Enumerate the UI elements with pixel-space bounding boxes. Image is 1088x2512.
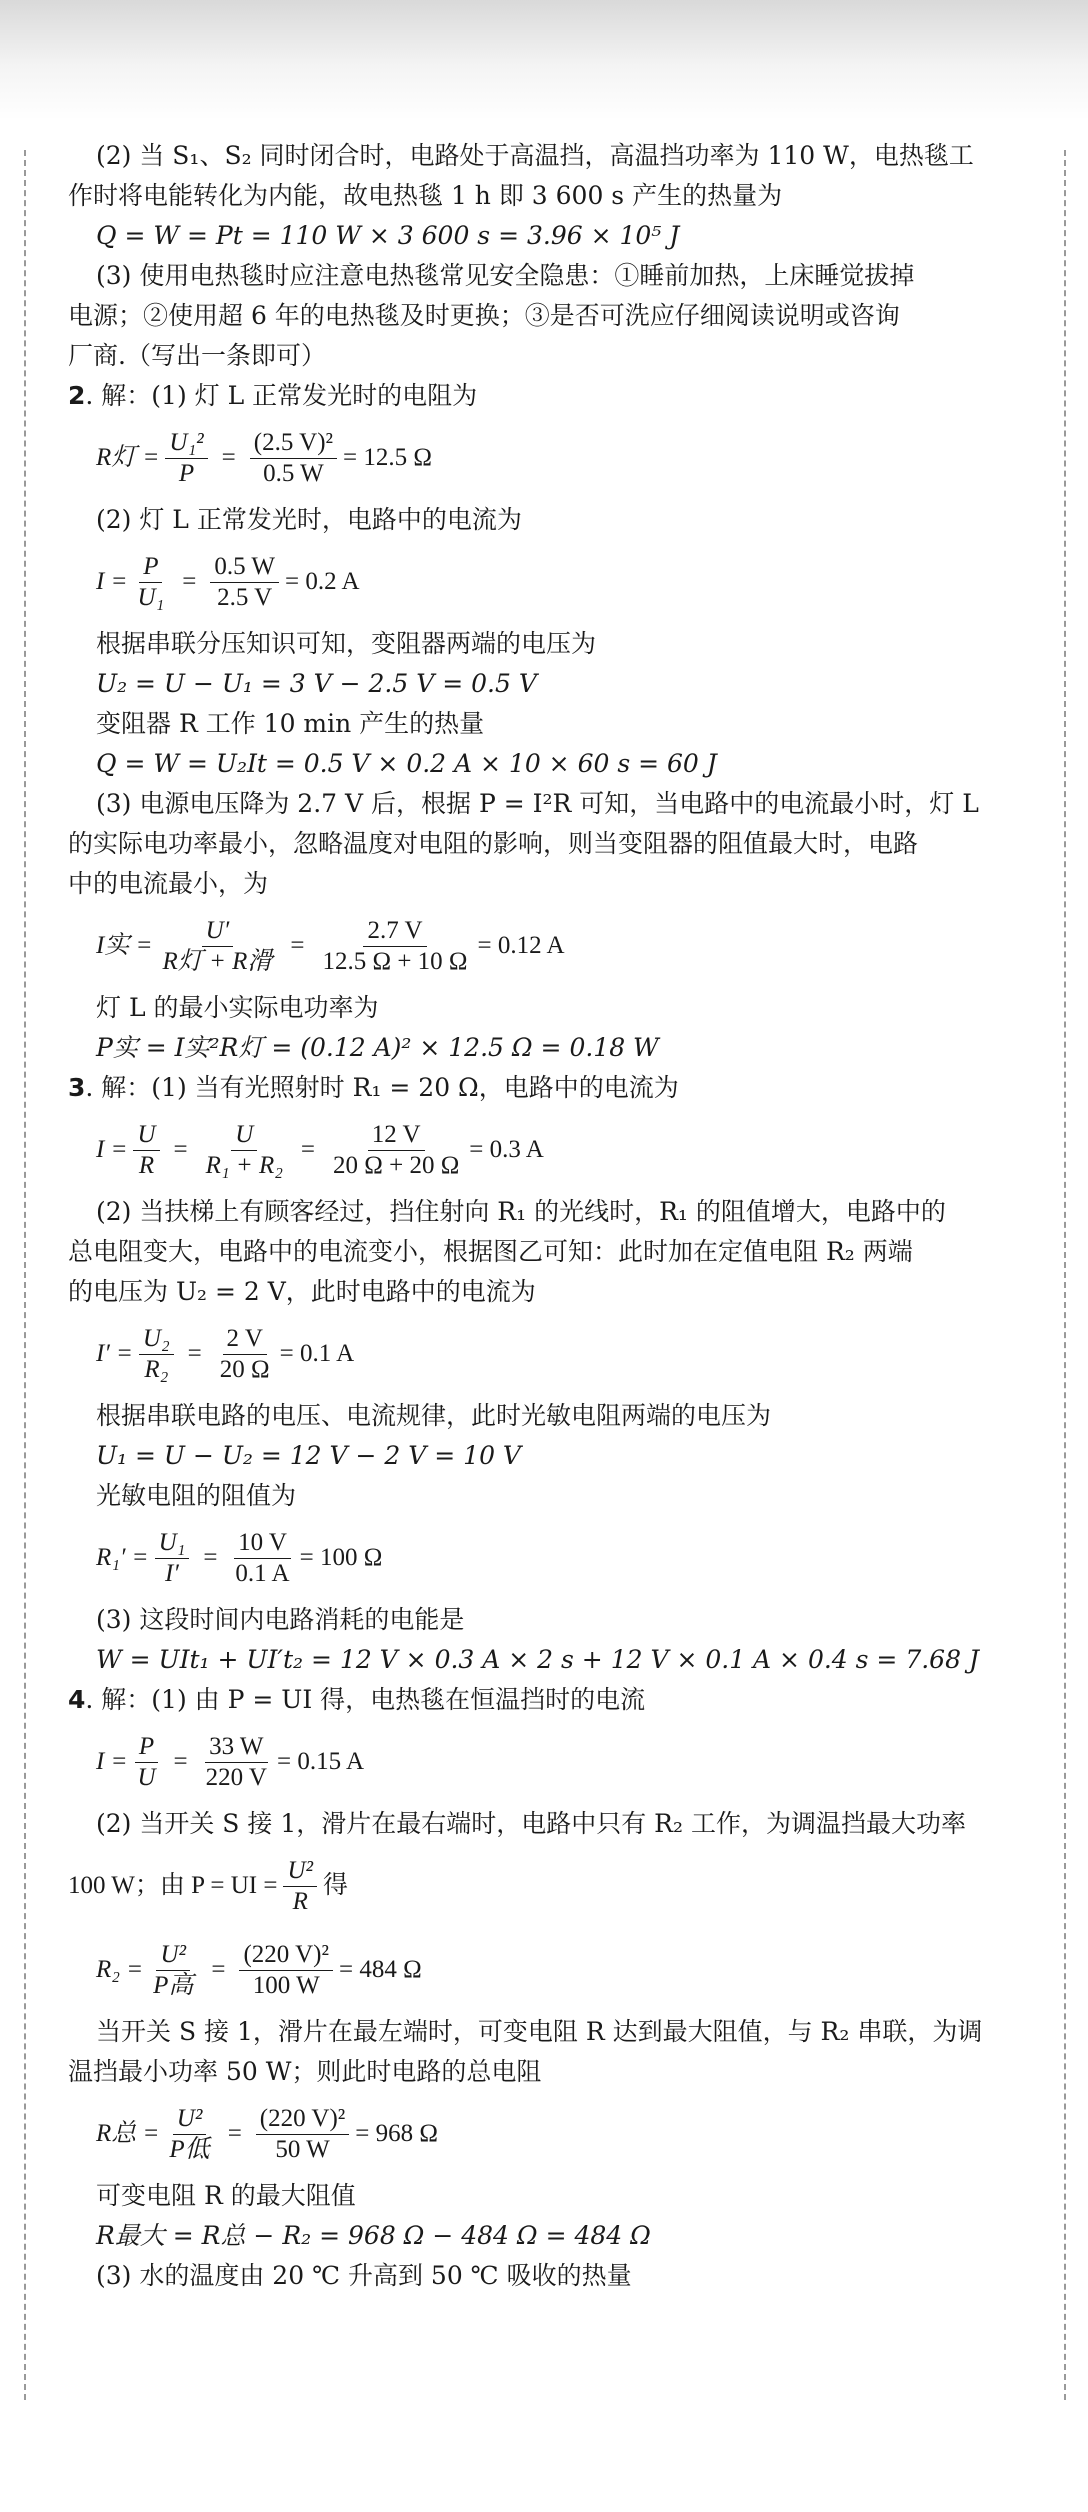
- denominator: R灯 + R滑: [162, 947, 273, 975]
- fraction: [149, 1940, 197, 2001]
- numerator: 10 V: [234, 1528, 291, 1559]
- answer-page: [68, 136, 1048, 2296]
- formula-lhs: I′ =: [96, 1340, 133, 1367]
- numerator: 2.7 V: [363, 916, 426, 947]
- q2-formula-current: I = $\frac{P}{\text{U₁}}$ = $\frac{0.5 W}{2.5 V}$ = 0.2 A: [96, 552, 360, 611]
- denominator: R: [138, 1151, 155, 1179]
- formula-lhs: R₂ =: [96, 1956, 144, 1983]
- numerator: U₁²: [165, 428, 207, 459]
- q3-text-line: 总电阻变大，电路中的电流变小，根据图乙可知：此时加在定值电阻 R₂ 两端: [68, 1237, 913, 1266]
- formula-lhs: R灯 =: [96, 444, 160, 471]
- fraction: [231, 1528, 293, 1589]
- fraction: [202, 1732, 271, 1793]
- denominator: 12.5 Ω + 10 Ω: [322, 947, 468, 975]
- q3-heading-text: . 解：(1) 当有光照射时 R₁ = 20 Ω，电路中的电流为: [85, 1073, 679, 1102]
- q2-text-line: (2) 灯 L 正常发光时，电路中的电流为: [96, 505, 522, 534]
- question-number: 3: [68, 1073, 86, 1102]
- q1-equation: Q = W = Pt = 110 W × 3 600 s = 3.96 × 10⁵ J: [96, 221, 680, 250]
- q3-text-line: 光敏电阻的阻值为: [96, 1481, 297, 1510]
- q3-text-line: (2) 当扶梯上有顾客经过，挡住射向 R₁ 的光线时，R₁ 的阻值增大，电路中的: [96, 1197, 946, 1226]
- fraction: [318, 916, 471, 977]
- question-number: 2: [68, 381, 86, 410]
- fraction: [133, 1732, 159, 1793]
- formula-lhs: I =: [96, 1136, 128, 1163]
- fraction: [155, 1528, 190, 1589]
- q4-formula-current: I = $\frac{P}{U}$ = $\frac{33 W}{220 V}$ = 0.15 A: [96, 1732, 365, 1791]
- q4-text-line: (3) 水的温度由 20 ℃ 升高到 50 ℃ 吸收的热量: [96, 2261, 632, 2290]
- q2-equation: P实 = I实²R灯 = (0.12 A)² × 12.5 Ω = 0.18 W: [96, 1033, 659, 1062]
- denominator: 50 W: [275, 2135, 330, 2163]
- denominator: 2.5 V: [217, 583, 273, 611]
- q3-text-line: 根据串联电路的电压、电流规律，此时光敏电阻两端的电压为: [96, 1401, 772, 1430]
- denominator: 20 Ω + 20 Ω: [333, 1151, 460, 1179]
- denominator: R: [292, 1887, 308, 1915]
- q3-equation: U₁ = U − U₂ = 12 V − 2 V = 10 V: [96, 1441, 521, 1470]
- q2-formula-resistance: R灯 = $\frac{\text{U₁²}}{P}$ = $\frac{\text{(2.5 V)²}}{0.5 W}$ = 12.5 Ω: [96, 428, 432, 487]
- numerator: U²: [283, 1856, 317, 1887]
- numerator: U′: [202, 916, 234, 947]
- q2-text-line: 的实际电功率最小，忽略温度对电阻的影响，则当变阻器的阻值最大时，电路: [68, 829, 919, 858]
- q2-text-line: 变阻器 R 工作 10 min 产生的热量: [96, 709, 485, 738]
- formula-result: = 0.1 A: [279, 1340, 355, 1367]
- scan-top-shadow: [0, 0, 1088, 120]
- q3-heading: [68, 1068, 1048, 1108]
- question-number: 4: [68, 1685, 86, 1714]
- q4-formula-total: R总 = $\frac{\text{U²}}{\text{P低}}$ = $\frac{\text{(220 V)²}}{50 W}$ = 968 Ω: [96, 2104, 438, 2163]
- denominator: U₁: [137, 583, 165, 611]
- q1-text-line: 作时将电能转化为内能，故电热毯 1 h 即 3 600 s 产生的热量为: [68, 181, 783, 210]
- q3-formula-resistance: R₁′ = $\frac{\text{U₁}}{I'}$ = $\frac{10 V}{0.1 A}$ = 100 Ω: [96, 1528, 383, 1587]
- denominator: 20 Ω: [219, 1355, 270, 1383]
- denominator: U: [137, 1763, 156, 1791]
- q1-text-line: 电源；②使用超 6 年的电热毯及时更换；③是否可洗应仔细阅读说明或咨询: [68, 301, 900, 330]
- formula-result: = 0.12 A: [477, 932, 565, 959]
- q4-text-line: 温挡最小功率 50 W；则此时电路的总电阻: [68, 2057, 542, 2086]
- q1-text-line: 厂商.（写出一条即可）: [68, 341, 326, 370]
- fraction: [139, 1324, 174, 1385]
- fraction: [210, 552, 279, 613]
- numerator: (220 V)²: [256, 2104, 350, 2135]
- numerator: (220 V)²: [239, 1940, 333, 1971]
- q2-equation: Q = W = U₂It = 0.5 V × 0.2 A × 10 × 60 s = 60 J: [96, 749, 717, 778]
- text-segment: 100 W；由 P = UI =: [68, 1872, 278, 1899]
- fraction: [283, 1856, 317, 1917]
- fraction: [239, 1940, 333, 2001]
- fraction: [202, 1120, 287, 1181]
- denominator: P: [178, 459, 195, 487]
- formula-lhs: I =: [96, 1748, 128, 1775]
- numerator: (2.5 V)²: [250, 428, 337, 459]
- q2-text-line: (3) 电源电压降为 2.7 V 后，根据 P = I²R 可知，当电路中的电流最小时，灯 L: [96, 789, 979, 818]
- q2-heading-text: . 解：(1) 灯 L 正常发光时的电阻为: [85, 381, 478, 410]
- numerator: U: [133, 1120, 159, 1151]
- numerator: 33 W: [205, 1732, 267, 1763]
- fraction: [329, 1120, 463, 1181]
- text-segment: 得: [323, 1872, 349, 1899]
- denominator: 100 W: [252, 1971, 320, 1999]
- denominator: R₁ + R₂: [205, 1151, 283, 1179]
- numerator: U: [231, 1120, 257, 1151]
- formula-result: = 0.2 A: [284, 568, 360, 595]
- q2-heading: [68, 376, 1048, 416]
- denominator: 0.5 W: [263, 459, 324, 487]
- numerator: U₁: [155, 1528, 190, 1559]
- fraction: [133, 552, 168, 613]
- q3-formula-current: I = $\frac{U}{R}$ = $\frac{U}{\text{R₁ + R₂}}$ = $\frac{12 V}{20 \Omega + 20 \Omega}$ = 0.3 A: [96, 1120, 544, 1179]
- numerator: 0.5 W: [210, 552, 279, 583]
- formula-lhs: I实 =: [96, 932, 153, 959]
- q4-heading: [68, 1680, 1048, 1720]
- denominator: I′: [165, 1559, 179, 1587]
- formula-result: = 100 Ω: [299, 1544, 383, 1571]
- q4-equation: R最大 = R总 − R₂ = 968 Ω − 484 Ω = 484 Ω: [96, 2221, 651, 2250]
- numerator: U²: [173, 2104, 207, 2135]
- q2-text-line: 中的电流最小，为: [68, 869, 269, 898]
- q4-text-line: (2) 当开关 S 接 1，滑片在最右端时，电路中只有 R₂ 工作，为调温挡最大功率: [96, 1809, 966, 1838]
- q4-text-with-fraction: [68, 1844, 1048, 1928]
- numerator: P: [135, 1732, 158, 1763]
- fraction: [133, 1120, 159, 1181]
- q2-text-line: 灯 L 的最小实际电功率为: [96, 993, 379, 1022]
- numerator: P: [139, 552, 162, 583]
- fraction: [256, 2104, 350, 2165]
- q3-text-line: (3) 这段时间内电路消耗的电能是: [96, 1605, 465, 1634]
- fraction: [165, 2104, 213, 2165]
- q3-formula-current-2: I′ = $\frac{\text{U₂}}{\text{R₂}}$ = $\frac{2 V}{20 \Omega}$ = 0.1 A: [96, 1324, 355, 1383]
- q4-formula-r2: R₂ = $\frac{\text{U²}}{\text{P高}}$ = $\frac{\text{(220 V)²}}{100 W}$ = 484 Ω: [96, 1940, 422, 1999]
- numerator: 12 V: [368, 1120, 425, 1151]
- formula-lhs: R₁′ =: [96, 1544, 149, 1571]
- formula-lhs: R总 =: [96, 2120, 160, 2147]
- numerator: U²: [156, 1940, 190, 1971]
- formula-result: = 0.3 A: [469, 1136, 544, 1163]
- numerator: 2 V: [223, 1324, 267, 1355]
- denominator: 220 V: [205, 1763, 267, 1791]
- numerator: U₂: [139, 1324, 174, 1355]
- q4-text-line: 当开关 S 接 1，滑片在最左端时，可变电阻 R 达到最大阻值，与 R₂ 串联，为调: [96, 2017, 983, 2046]
- q1-text-line: (2) 当 S₁、S₂ 同时闭合时，电路处于高温挡，高温挡功率为 110 W，电热毯工: [96, 141, 974, 170]
- formula-result: = 968 Ω: [355, 2120, 438, 2147]
- fraction: [216, 1324, 274, 1385]
- q3-equation: W = UIt₁ + UI′t₂ = 12 V × 0.3 A × 2 s + 12 V × 0.1 A × 0.4 s = 7.68 J: [96, 1645, 979, 1674]
- formula-result: = 12.5 Ω: [343, 444, 432, 471]
- q2-formula-min-current: I实 = $\frac{U'}{\text{R灯 + R滑}}$ = $\frac{2.7 V}{12.5 \Omega + 10 \Omega}$ = 0.12 A: [96, 916, 565, 975]
- q3-text-line: 的电压为 U₂ = 2 V，此时电路中的电流为: [68, 1277, 536, 1306]
- fraction: [165, 428, 207, 489]
- denominator: R₂: [144, 1355, 169, 1383]
- formula-lhs: I =: [96, 568, 128, 595]
- q4-text-line: 可变电阻 R 的最大阻值: [96, 2181, 356, 2210]
- denominator: 0.1 A: [235, 1559, 290, 1587]
- q4-heading-text: . 解：(1) 由 P = UI 得，电热毯在恒温挡时的电流: [85, 1685, 646, 1714]
- formula-result: = 0.15 A: [276, 1748, 365, 1775]
- fraction: [158, 916, 276, 977]
- formula-result: = 484 Ω: [338, 1956, 422, 1983]
- q2-equation: U₂ = U − U₁ = 3 V − 2.5 V = 0.5 V: [96, 669, 537, 698]
- fraction: [250, 428, 337, 489]
- q1-text-line: (3) 使用电热毯时应注意电热毯常见安全隐患：①睡前加热，上床睡觉拔掉: [96, 261, 915, 290]
- q2-text-line: 根据串联分压知识可知，变阻器两端的电压为: [96, 629, 597, 658]
- right-dashed-rule: [1064, 150, 1066, 2400]
- denominator: P高: [153, 1971, 194, 1999]
- left-dashed-rule: [24, 150, 26, 2400]
- denominator: P低: [169, 2135, 210, 2163]
